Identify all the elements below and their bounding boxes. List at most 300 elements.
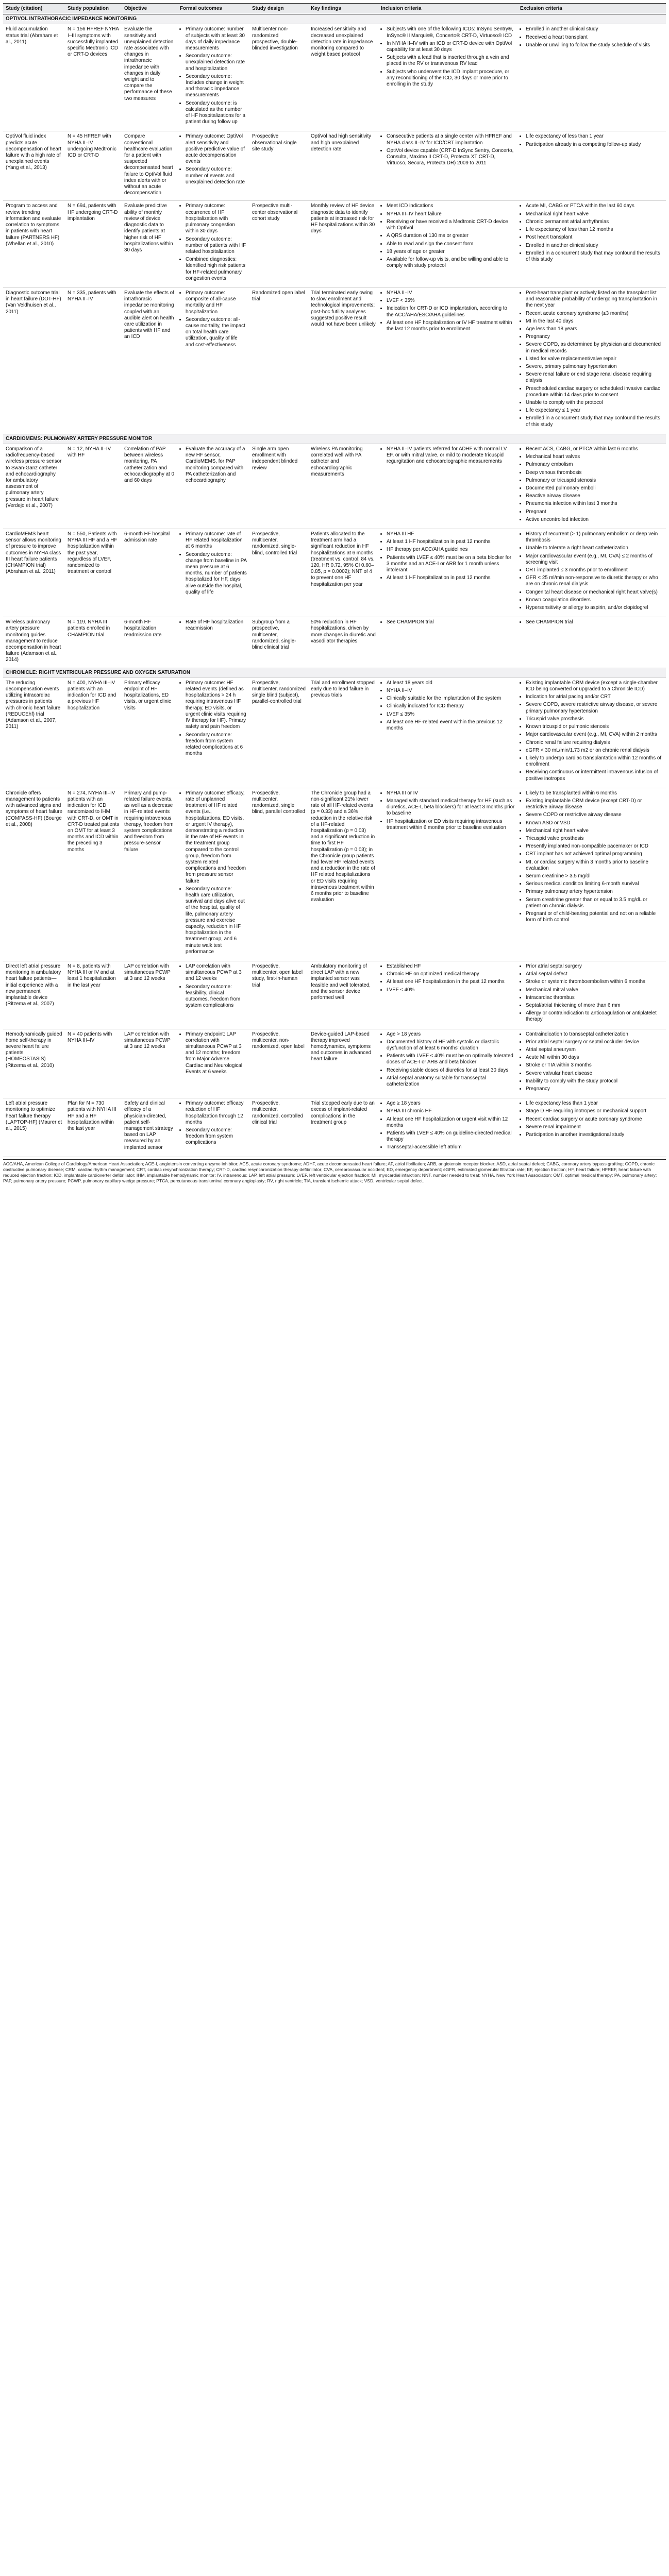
table-cell: Primary efficacy endpoint of HF hospitalizations, ED visits, or urgent clinic visits: [122, 677, 177, 788]
bullet-list: [381, 446, 515, 465]
table-cell: [378, 131, 517, 201]
table-cell: LAP correlation with simultaneous PCWP at 3 and 12 weeks: [122, 1029, 177, 1098]
table-cell: [177, 529, 249, 617]
table-row: [3, 444, 666, 529]
table-cell: Correlation of PAP between wireless monitoring, PA catheterization and echocardiography at 0 and 60 days: [122, 444, 177, 529]
list-item: • Life expectancy of less than 12 months: [526, 227, 663, 233]
table-cell: [177, 131, 249, 201]
list-item: • Prior atrial septal surgery or septal occluder device: [526, 1039, 663, 1045]
list-item: • Age > 18 years: [387, 1031, 515, 1038]
list-item: • NYHA III–IV heart failure: [387, 211, 515, 217]
table-cell: CardioMEMS heart sensor allows monitoring of pressure to improve outcomes in NYHA class III heart failure patients (CHAMPION trial) (Abraham et al., 2011): [3, 529, 65, 617]
list-item: • Secondary outcome: change from baseline in PA mean pressure at 6 months, number of patients hospitalized for HF, days alive outside the hospital, quality of life: [186, 552, 247, 596]
table-cell: N = 156 HFREF NYHA I–III symptoms with successfully implanted specific Medtronic ICD or CRT-D devices: [65, 24, 122, 131]
list-item: • Post heart transplant: [526, 234, 663, 241]
table-cell: Plan for N = 730 patients with NYHA III HF and a HF hospitalization within the last year: [65, 1098, 122, 1157]
section-title: CARDIOMEMS: PULMONARY ARTERY PRESSURE MONITOR: [3, 434, 666, 444]
list-item: • Secondary outcome: freedom from system complications: [186, 1127, 247, 1146]
list-item: • Deep venous thrombosis: [526, 470, 663, 476]
list-item: • Mechanical heart valves: [526, 454, 663, 460]
table-cell: [517, 677, 666, 788]
list-item: • Primary pulmonary artery hypertension: [526, 889, 663, 895]
list-item: • Severe COPD or restrictive airway disease: [526, 812, 663, 818]
bullet-list: [180, 290, 247, 348]
list-item: • Severe COPD, severe restrictive airway disease, or severe primary pulmonary hypertension: [526, 702, 663, 714]
list-item: • Severe renal failure or end stage renal disease requiring dialysis: [526, 371, 663, 384]
list-item: • MI, or cardiac surgery within 3 months prior to baseline evaluation: [526, 859, 663, 872]
table-row: [3, 529, 666, 617]
list-item: • Able to read and sign the consent form: [387, 241, 515, 247]
list-item: • Primary outcome: HF related events (defined as hospitalizations > 24 h requiring intravenous HF therapy, ED visits, or urgent clinic visits requiring IV therapy for HF). Primary safety and pain freedom: [186, 680, 247, 731]
table-row: [3, 961, 666, 1029]
list-item: • Mechanical mitral valve: [526, 987, 663, 993]
list-item: • A QRS duration of 130 ms or greater: [387, 233, 515, 239]
bullet-list: [520, 963, 663, 1023]
list-item: • Chronic permanent atrial arrhythmias: [526, 219, 663, 225]
bullet-list: [381, 1031, 515, 1088]
column-header: Inclusion criteria: [378, 4, 517, 14]
list-item: • Managed with standard medical therapy for HF (such as diuretics, ACE-I, beta blockers) for at least 3 months prior to baseline: [387, 798, 515, 817]
list-item: • See CHAMPION trial: [526, 619, 663, 625]
table-cell: [517, 444, 666, 529]
table-cell: N = 45 HFREF with NYHA II–IV undergoing Medtronic ICD or CRT-D: [65, 131, 122, 201]
table-cell: Device-guided LAP-based therapy improved hemodynamics, symptoms and outcomes in advanced heart failure: [308, 1029, 378, 1098]
table-cell: Trial terminated early owing to slow enrollment and technological improvements; post-hoc futility analyses suggested positive result would not have been unlikely: [308, 287, 378, 434]
list-item: • Subjects with one of the following ICDs: InSync Sentry®, InSync® II Marquis®, Concerto® CRT-D, Virtuoso® ICD: [387, 26, 515, 39]
bullet-list: [180, 203, 247, 281]
list-item: • Intracardiac thrombus: [526, 995, 663, 1001]
list-item: • Receiving continuous or intermittent intravenous infusion of positive inotropes: [526, 769, 663, 782]
bullet-list: [520, 1031, 663, 1093]
table-cell: [517, 24, 666, 131]
list-item: • Available for follow-up visits, and be willing and able to comply with study protocol: [387, 257, 515, 269]
table-cell: Prospective, multicenter, non-randomized, open label: [249, 1029, 308, 1098]
list-item: • Recent acute coronary syndrome (≤3 months): [526, 311, 663, 317]
list-item: • Atrial septal anatomy suitable for transseptal catheterization: [387, 1075, 515, 1088]
list-item: • NYHA II–IV patients referred for ADHF with normal LV EF, or with mitral valve, or mild to moderate tricuspid regurgitation and echocardiographic measurements: [387, 446, 515, 465]
table-cell: [378, 961, 517, 1029]
list-item: • Primary outcome: occurrence of HF hospitalization with pulmonary congestion within 30 days: [186, 203, 247, 234]
table-cell: Wireless pulmonary artery pressure monitoring guides management to reduce decompensation in heart failure (Adamson et al., 2014): [3, 617, 65, 668]
list-item: • Pulmonary embolism: [526, 462, 663, 468]
list-item: • Life expectancy of less than 1 year: [526, 133, 663, 140]
list-item: • Patients with LVEF ≤ 40% must be on optimally tolerated doses of ACE-I or ARB and beta blocker: [387, 1053, 515, 1065]
table-cell: Diagnostic outcome trial in heart failure (DOT-HF) (Van Veldhuisen et al., 2011): [3, 287, 65, 434]
bullet-list: [520, 26, 663, 48]
column-header: Exclusion criteria: [517, 4, 666, 14]
list-item: • LVEF ≤ 40%: [387, 987, 515, 993]
list-item: • At least one HF-related event within the previous 12 months: [387, 719, 515, 732]
table-cell: [517, 1098, 666, 1157]
table-cell: Direct left atrial pressure monitoring in ambulatory heart failure patients—initial experience with a new permanent implantable device (Ritzema et al., 2007): [3, 961, 65, 1029]
list-item: • Tricuspid valve prosthesis: [526, 716, 663, 722]
list-item: • Clinically indicated for ICD therapy: [387, 703, 515, 709]
table-cell: [177, 444, 249, 529]
list-item: • Secondary outcome: feasibility, clinical outcomes, freedom from system complications: [186, 984, 247, 1009]
list-item: • Known ASD or VSD: [526, 820, 663, 826]
list-item: • Secondary outcome: all-cause mortality, the impact on total health care utilization, quality of life and cost-effectiveness: [186, 317, 247, 348]
table-cell: [378, 529, 517, 617]
section-row: [3, 668, 666, 677]
list-item: • Congenital heart disease or mechanical right heart valve(s): [526, 589, 663, 596]
list-item: • Enrolled in a concurrent study that may confound the results of this study: [526, 415, 663, 428]
list-item: • Severe valvular heart disease: [526, 1071, 663, 1077]
column-header: Formal outcomes: [177, 4, 249, 14]
list-item: • Participation already in a competing follow-up study: [526, 142, 663, 148]
list-item: • See CHAMPION trial: [387, 619, 515, 625]
list-item: • Pneumonia infection within last 3 months: [526, 501, 663, 507]
list-item: • Age ≥ 18 years: [387, 1100, 515, 1107]
list-item: • History of recurrent (> 1) pulmonary embolism or deep vein thrombosis: [526, 531, 663, 544]
table-cell: Prospective multi-center observational cohort study: [249, 201, 308, 287]
list-item: • Enrolled in another clinical study: [526, 26, 663, 32]
table-cell: Safety and clinical efficacy of a physician-directed, patient self-management strategy based on LAP measured by an implanted sensor: [122, 1098, 177, 1157]
table-cell: Primary and pump-related failure events, as well as a decrease in HF-related events requiring intravenous therapy, freedom from system complications and freedom from pressure-sensor failure: [122, 788, 177, 961]
table-cell: N = 274, NYHA III–IV patients with an indication for ICD randomized to IHM with CRT-D, or OMT in CRT-D treated patients on OMT for at least 3 months and ICD within the preceding 3 months: [65, 788, 122, 961]
table-cell: Ambulatory monitoring of direct LAP with a new implanted sensor was feasible and well tolerated, and the sensor device performed well: [308, 961, 378, 1029]
table-cell: Multicenter non-randomized prospective, double-blinded investigation: [249, 24, 308, 131]
list-item: • LVEF < 35%: [387, 298, 515, 304]
list-item: • Rate of HF hospitalization readmission: [186, 619, 247, 632]
table-header-row: [3, 4, 666, 14]
table-cell: Evaluate predictive ability of monthly review of device diagnostic data to identify patients at higher risk of HF hospitalizations within 30 days: [122, 201, 177, 287]
table-cell: N = 119, NYHA III patients enrolled in CHAMPION trial: [65, 617, 122, 668]
list-item: • Mechanical right heart valve: [526, 211, 663, 217]
table-cell: [378, 201, 517, 287]
list-item: • At least 18 years old: [387, 680, 515, 686]
table-cell: [517, 617, 666, 668]
table-cell: 50% reduction in HF hospitalizations, driven by more changes in diuretic and vasodilator therapies: [308, 617, 378, 668]
list-item: • Known tricuspid or pulmonic stenosis: [526, 724, 663, 730]
table-cell: Patients allocated to the treatment arm had a significant reduction in HF hospitalizations at 6 months (treatment vs. control: 84 vs. 120, HR 0.72, 95% CI 0.60–0.85, p = 0.0002); NNT of 4 to prevent one HF hospitalization per year: [308, 529, 378, 617]
list-item: • Active uncontrolled infection: [526, 517, 663, 523]
table-cell: Fluid accumulation status trial (Abraham et al., 2011): [3, 24, 65, 131]
column-header: Key findings: [308, 4, 378, 14]
list-item: • NYHA II–IV: [387, 688, 515, 694]
list-item: • Serum creatinine > 3.5 mg/dl: [526, 873, 663, 879]
list-item: • Recent cardiac surgery or acute coronary syndrome: [526, 1116, 663, 1123]
table-row: [3, 788, 666, 961]
table-row: [3, 617, 666, 668]
bullet-list: [180, 133, 247, 185]
list-item: • Prior atrial septal surgery: [526, 963, 663, 970]
list-item: • Severe, primary pulmonary hypertension: [526, 364, 663, 370]
list-item: • Recent ACS, CABG, or PTCA within last 6 months: [526, 446, 663, 452]
bullet-list: [381, 963, 515, 993]
table-row: [3, 1098, 666, 1157]
list-item: • Receiving or have received a Medtronic CRT-D device with OptiVol: [387, 219, 515, 231]
list-item: • Reactive airway disease: [526, 493, 663, 499]
list-item: • Combined diagnostics: Identified high risk patients for HF-related pulmonary congestion events: [186, 257, 247, 282]
table-row: [3, 287, 666, 434]
study-table: [3, 3, 666, 1157]
list-item: • Presently implanted non-compatible pacemaker or ICD: [526, 843, 663, 850]
list-item: • Serious medical condition limiting 6-month survival: [526, 881, 663, 887]
list-item: • Septal/atrial thickening of more than 6 mm: [526, 1003, 663, 1009]
list-item: • At least 1 HF hospitalization in past 12 months: [387, 539, 515, 545]
table-cell: 6-month HF hospitalization readmission rate: [122, 617, 177, 668]
list-item: • LAP correlation with simultaneous PCWP at 3 and 12 weeks: [186, 963, 247, 982]
table-cell: N = 400, NYHA III–IV patients with an indication for ICD and a previous HF hospitalization: [65, 677, 122, 788]
list-item: • Receiving stable doses of diuretics for at least 30 days: [387, 1067, 515, 1074]
table-cell: [378, 1098, 517, 1157]
column-header: Study design: [249, 4, 308, 14]
bullet-list: [180, 619, 247, 632]
section-row: [3, 434, 666, 444]
section-row: [3, 14, 666, 24]
bullet-list: [520, 1100, 663, 1138]
list-item: • Documented history of HF with systolic or diastolic dysfunction of at least 6 months' duration: [387, 1039, 515, 1052]
bullet-list: [381, 680, 515, 732]
list-item: • Known coagulation disorders: [526, 597, 663, 603]
bullet-list: [520, 680, 663, 782]
list-item: • Pulmonary or tricuspid stenosis: [526, 478, 663, 484]
bullet-list: [180, 446, 247, 484]
list-item: • Unable or unwilling to follow the study schedule of visits: [526, 42, 663, 48]
list-item: • eGFR < 30 mL/min/1.73 m2 or on chronic renal dialysis: [526, 748, 663, 754]
table-footnote: ACC/AHA, American College of Cardiology/American Heart Association; ACE-I, angiotensin converting enzyme inhibitor; ACS, acute coronary syndrome; ADHF, acute decompensated heart failure; AF, atrial fibrillation; ARB, angiotensin receptor blocker; ASD, atrial septal defect; CABG, coronary artery bypass grafting; COPD, chronic obstructive pulmonary disease; CRM, cardiac rhythm management; CRT, cardiac resynchronization therapy; CRT-D, cardiac resynchronization therapy defibrillator; CVA, cerebrovascular accident; ED, emergency department; eGFR, estimated glomerular filtration rate; EF, ejection fraction; HF, heart failure; HFREF, heart failure with reduced ejection fraction; ICD, implantable cardioverter defibrillator; IHM, implantable hemodynamic monitor; IV, intravenous; LAP, left atrial pressure; LVEF, left ventricular ejection fraction; MI, myocardial infarction; NNT, number needed to treat; NYHA, New York Heart Association; OMT, optimal medical therapy; PA, pulmonary artery; PAP, pulmonary artery pressure; PCWP, pulmonary capillary wedge pressure; PTCA, percutaneous transluminal coronary angioplasty; RV, right ventricle; TIA, transient ischemic attack; VSD, ventricular septal defect.: [3, 1159, 666, 1184]
list-item: • Documented pulmonary emboli: [526, 485, 663, 492]
list-item: • OptiVol device capable (CRT-D InSync Sentry, Concerto, Consulta, Maximo II CRT-D, Protecta XT CRT-D, Virtuoso, Secura, Protecta DR) 2009 to 2011: [387, 148, 515, 167]
list-item: • At least one HF hospitalization in the past 12 months: [387, 979, 515, 985]
table-cell: [517, 788, 666, 961]
list-item: • Secondary outcome: is calculated as the number of HF hospitalizations for a patient during follow up: [186, 100, 247, 126]
table-row: [3, 131, 666, 201]
table-cell: [517, 287, 666, 434]
table-row: [3, 201, 666, 287]
list-item: • Existing implantable CRM device (except a single-chamber ICD being converted or upgraded to a Chronicle ICD): [526, 680, 663, 692]
table-cell: [517, 1029, 666, 1098]
table-cell: [177, 617, 249, 668]
table-cell: Hemodynamically guided home self-therapy in severe heart failure patients (HOMEOSTASIS) (Ritzema et al., 2010): [3, 1029, 65, 1098]
bullet-list: [520, 203, 663, 263]
table-cell: Trial stopped early due to an excess of implant-related complications in the treatment group: [308, 1098, 378, 1157]
list-item: • Participation in another investigational study: [526, 1132, 663, 1138]
bullet-list: [381, 531, 515, 581]
list-item: • MI in the last 40 days: [526, 318, 663, 325]
table-cell: [517, 131, 666, 201]
table-cell: Prospective, multicenter, randomized, controlled clinical trial: [249, 1098, 308, 1157]
list-item: • Established HF: [387, 963, 515, 970]
table-cell: [177, 1029, 249, 1098]
table-cell: Subgroup from a prospective, multicenter, randomized, single-blind clinical trial: [249, 617, 308, 668]
list-item: • NYHA III or IV: [387, 790, 515, 796]
list-item: • At least 1 HF hospitalization in past 12 months: [387, 575, 515, 581]
table-cell: Prospective, multicenter, open label study, first-in-human trial: [249, 961, 308, 1029]
list-item: • Secondary outcome: health care utilization, survival and days alive out of the hospital, quality of life, pulmonary artery pressure and exercise capacity, reduction in HF hospitalization in the treatment group, and 6 minute walk test performance: [186, 886, 247, 955]
list-item: • Severe renal impairment: [526, 1124, 663, 1130]
list-item: • Secondary outcome: freedom from system related complications at 6 months: [186, 732, 247, 757]
table-cell: [177, 201, 249, 287]
table-cell: Compare conventional healthcare evaluation for a patient with suspected decompensated heart failure to OptiVol fluid index alerts with or without an acute decompensation: [122, 131, 177, 201]
list-item: • Atrial septal defect: [526, 971, 663, 977]
list-item: • CRT implant has not achieved optimal programming: [526, 851, 663, 857]
list-item: • CRT implanted ≤ 3 months prior to enrollment: [526, 567, 663, 573]
table-cell: Evaluate the effects of intrathoracic impedance monitoring coupled with an audible alert on health care utilization in patients with HF and an ICD: [122, 287, 177, 434]
list-item: • Secondary outcome: unexplained detection rate and hospitalization: [186, 53, 247, 72]
list-item: • Secondary outcome: number of patients with HF related hospitalization: [186, 236, 247, 256]
list-item: • Allergy or contraindication to anticoagulation or antiplatelet therapy: [526, 1010, 663, 1023]
table-cell: N = 8, patients with NYHA III or IV and at least 1 hospitalization in the last year: [65, 961, 122, 1029]
table-cell: Prospective observational single site study: [249, 131, 308, 201]
table-cell: [517, 961, 666, 1029]
list-item: • Stroke or TIA within 3 months: [526, 1062, 663, 1069]
bullet-list: [381, 1100, 515, 1150]
table-cell: OptiVol had high sensitivity and high unexplained detection rate: [308, 131, 378, 201]
table-cell: Comparison of a radiofrequency-based wireless pressure sensor to Swan-Ganz catheter and echocardiography for ambulatory assessment of pulmonary artery pressure in heart failure (Verdejo et al., 2007): [3, 444, 65, 529]
list-item: • At least one HF hospitalization or urgent visit within 12 months: [387, 1116, 515, 1129]
list-item: • Major cardiovascular event (e.g., MI, CVA) ≤ 2 months of screening visit: [526, 553, 663, 566]
table-cell: OptiVol fluid index predicts acute decompensation of heart failure with a high rate of unexplained events (Yang et al., 2013): [3, 131, 65, 201]
table-cell: The reducing decompensation events utilizing intracardiac pressures in patients with chronic heart failure (REDUCEhf) trial (Adamson et al., 2007, 2011): [3, 677, 65, 788]
list-item: • Chronic renal failure requiring dialysis: [526, 740, 663, 746]
list-item: • Primary outcome: efficacy reduction of HF hospitalization through 12 months: [186, 1100, 247, 1126]
list-item: • Pregnant: [526, 509, 663, 515]
table-cell: [177, 24, 249, 131]
table-cell: [177, 961, 249, 1029]
list-item: • Primary outcome: OptiVol alert sensitivity and positive predictive value of acute decompensation events: [186, 133, 247, 165]
list-item: • Received a heart transplant: [526, 35, 663, 41]
list-item: • Subjects with a lead that is inserted through a vein and placed in the RV or transvenous RV lead: [387, 55, 515, 67]
bullet-list: [520, 619, 663, 625]
list-item: • Pregnancy: [526, 1086, 663, 1092]
bullet-list: [180, 26, 247, 125]
table-cell: 6-month HF hospital admission rate: [122, 529, 177, 617]
list-item: • Primary outcome: efficacy, rate of unplanned treatment of HF related events (i.e., hospitalizations, ED visits, or urgent IV therapy), demonstrating a reduction in the rate of HF events in the treatment group compared to the control group, freedom from system related complications and freedom from pressure sensor failure: [186, 790, 247, 885]
bullet-list: [180, 963, 247, 1009]
table-cell: [177, 677, 249, 788]
list-item: • At least one HF hospitalization or IV HF treatment within the last 12 months prior to enrollment: [387, 320, 515, 332]
column-header: Objective: [122, 4, 177, 14]
list-item: • NYHA II–IV: [387, 290, 515, 296]
bullet-list: [520, 446, 663, 523]
list-item: • Enrolled in another clinical study: [526, 243, 663, 249]
list-item: • Tricuspid valve prosthesis: [526, 836, 663, 842]
table-cell: [177, 287, 249, 434]
list-item: • Likely to be transplanted within 6 months: [526, 790, 663, 796]
list-item: • Clinically suitable for the implantation of the system: [387, 696, 515, 702]
list-item: • NYHA III chronic HF: [387, 1108, 515, 1114]
list-item: • Post-heart transplant or actively listed on the transplant list and reasonable probability of undergoing transplantation in the next year: [526, 290, 663, 309]
list-item: • Major cardiovascular event (e.g., MI, CVA) within 2 months: [526, 732, 663, 738]
table-cell: [177, 1098, 249, 1157]
list-item: • Life expectancy less than 1 year: [526, 1100, 663, 1107]
table-cell: Prospective, multicenter, randomized single blind (subject), parallel-controlled trial: [249, 677, 308, 788]
bullet-list: [180, 531, 247, 596]
list-item: • Atrial septal aneurysm: [526, 1047, 663, 1053]
list-item: • Indication for atrial pacing and/or CRT: [526, 694, 663, 700]
table-cell: [517, 529, 666, 617]
table-cell: Program to access and review trending information and evaluate correlation to symptoms in patients with heart failure (PARTNERS HF) (Whellan et al., 2010): [3, 201, 65, 287]
bullet-list: [520, 290, 663, 428]
table-cell: LAP correlation with simultaneous PCWP at 3 and 12 weeks: [122, 961, 177, 1029]
table-cell: Single arm open enrollment with independent blinded review: [249, 444, 308, 529]
list-item: • GFR < 25 ml/min non-responsive to diuretic therapy or who are on chronic renal dialysis: [526, 575, 663, 587]
list-item: • Pregnant or of child-bearing potential and not on a reliable form of birth control: [526, 911, 663, 923]
list-item: • Unable to comply with the protocol: [526, 400, 663, 406]
list-item: • Severe COPD, as determined by physician and documented in medical records: [526, 342, 663, 354]
table-cell: [378, 677, 517, 788]
table-cell: Chronicle offers management to patients with advanced signs and symptoms of heart failure (COMPASS-HF) (Bourge et al., 2008): [3, 788, 65, 961]
list-item: • In NYHA II–IV with an ICD or CRT-D device with OptiVol capability for at least 30 days: [387, 41, 515, 53]
table-cell: [177, 788, 249, 961]
list-item: • HF hospitalization or ED visits requiring intravenous treatment within 6 months prior to baseline evaluation: [387, 819, 515, 831]
table-cell: Wireless PA monitoring correlated well with PA catheter and echocardiographic measurements: [308, 444, 378, 529]
table-cell: Evaluate the sensitivity and unexplained detection rate associated with changes in intrathoracic impedance with changes in daily weight and to compare the performance of these two measures: [122, 24, 177, 131]
list-item: • Stage D HF requiring inotropes or mechanical support: [526, 1108, 663, 1114]
table-cell: Prospective, multicenter, randomized, single-blind, controlled trial: [249, 529, 308, 617]
bullet-list: [180, 1100, 247, 1146]
table-cell: Randomized open label trial: [249, 287, 308, 434]
table-cell: N = 335, patients with NYHA II–IV: [65, 287, 122, 434]
list-item: • Existing implantable CRM device (except CRT-D) or restrictive airway disease: [526, 798, 663, 810]
table-cell: Monthly review of HF device diagnostic data to identify patients at increased risk for HF hospitalizations within 30 days: [308, 201, 378, 287]
column-header: Study population: [65, 4, 122, 14]
list-item: • Serum creatinine greater than or equal to 3.5 mg/dL or patient on chronic dialysis: [526, 897, 663, 909]
table-cell: N = 550, Patients with NYHA III HF and a HF hospitalization within the past year, regardless of LVEF, randomized to treatment or control: [65, 529, 122, 617]
list-item: • Transseptal-accessible left atrium: [387, 1144, 515, 1150]
list-item: • Enrolled in a concurrent study that may confound the results of this study: [526, 250, 663, 263]
list-item: • Contraindication to transseptal catheterization: [526, 1031, 663, 1038]
section-title: OPTIVOL INTRATHORACIC IMPEDANCE MONITORING: [3, 14, 666, 24]
list-item: • Patients with LVEF ≤ 40% must be on a beta blocker for 3 months and an ACE-I or ARB for 1 month unless intolerant: [387, 555, 515, 574]
bullet-list: [520, 790, 663, 924]
list-item: • HF therapy per ACC/AHA guidelines: [387, 547, 515, 553]
table-row: [3, 24, 666, 131]
list-item: • Primary outcome: rate of HF related hospitalization at 6 months: [186, 531, 247, 550]
bullet-list: [180, 1031, 247, 1075]
list-item: • Mechanical right heart valve: [526, 828, 663, 834]
table-cell: [517, 201, 666, 287]
list-item: • Acute MI within 30 days: [526, 1055, 663, 1061]
list-item: • LVEF ≤ 35%: [387, 711, 515, 718]
bullet-list: [381, 203, 515, 269]
list-item: • Likely to undergo cardiac transplantation within 12 months of enrollment: [526, 755, 663, 768]
list-item: • Meet ICD indications: [387, 203, 515, 209]
list-item: • Consecutive patients at a single center with HFREF and NYHA class II–IV for ICD/CRT implantation: [387, 133, 515, 146]
table-cell: Left atrial pressure monitoring to optimize heart failure therapy (LAPTOP-HF) (Maurer et al., 2015): [3, 1098, 65, 1157]
column-header: Study (citation): [3, 4, 65, 14]
page: [0, 0, 669, 1189]
table-cell: [378, 617, 517, 668]
table-body: [3, 14, 666, 1157]
table-cell: Increased sensitivity and decreased unexplained detection rate in impedance monitoring compared to weight based protocol: [308, 24, 378, 131]
table-cell: Trial and enrollment stopped early due to lead failure in previous trials: [308, 677, 378, 788]
list-item: • Secondary outcome: Includes change in weight and thoracic impedance measurements: [186, 74, 247, 99]
table-cell: N = 40 patients with NYHA III–IV: [65, 1029, 122, 1098]
list-item: • Hypersensitivity or allergy to aspirin, and/or clopidogrel: [526, 605, 663, 611]
list-item: • Patients with LVEF ≤ 40% on guideline-directed medical therapy: [387, 1130, 515, 1143]
bullet-list: [180, 680, 247, 757]
list-item: • Unable to tolerate a right heart catheterization: [526, 545, 663, 551]
table-row: [3, 677, 666, 788]
list-item: • 18 years of age or greater: [387, 249, 515, 255]
list-item: • NYHA III HF: [387, 531, 515, 537]
list-item: • Indication for CRT-D or ICD implantation, according to the ACC/AHA/ESC/AHA guidelines: [387, 306, 515, 318]
list-item: • Secondary outcome: number of events and unexplained detection rate: [186, 166, 247, 185]
list-item: • Evaluate the accuracy of a new HF sensor, CardioMEMS, for PAP monitoring compared with PA catheterization and echocardiography: [186, 446, 247, 484]
bullet-list: [520, 133, 663, 147]
table-cell: The Chronicle group had a non-significant 21% lower rate of all HF-related events (p = 0.33) and a 36% reduction in the relative risk of a HF-related hospitalization (p = 0.03) and a significant reduction in time to first HF hospitalization (p = 0.03); in the Chronicle group patients had fewer HF related events and a reduction in the rate of HF related hospitalizations or ED visits requiring intravenous treatment within 6 months prior to baseline evaluation: [308, 788, 378, 961]
section-title: CHRONICLE: RIGHT VENTRICULAR PRESSURE AND OXYGEN SATURATION: [3, 668, 666, 677]
table-cell: [378, 24, 517, 131]
list-item: • Listed for valve replacement/valve repair: [526, 356, 663, 362]
list-item: • Prescheduled cardiac surgery or scheduled invasive cardiac procedure within 14 days prior to consent: [526, 386, 663, 398]
bullet-list: [381, 26, 515, 88]
table-cell: N = 694, patients with HF undergoing CRT-D implantation: [65, 201, 122, 287]
table-cell: [378, 287, 517, 434]
table-cell: [378, 788, 517, 961]
